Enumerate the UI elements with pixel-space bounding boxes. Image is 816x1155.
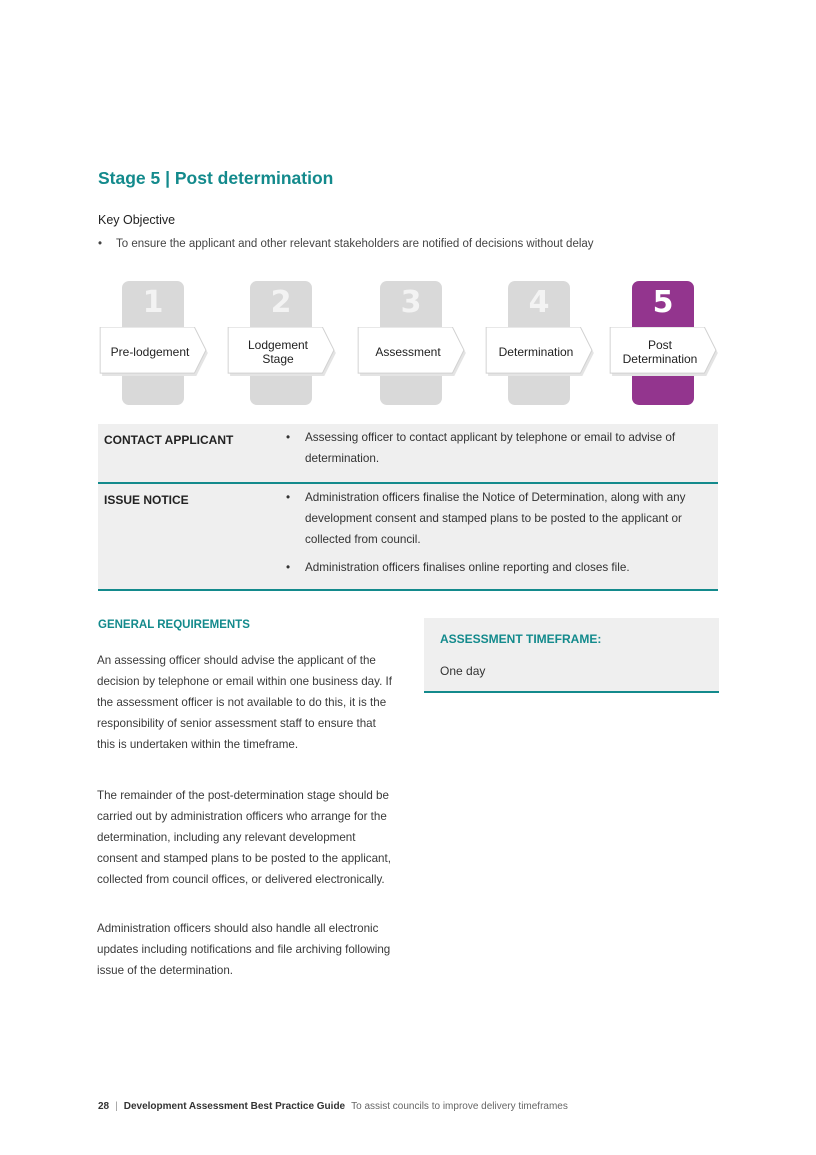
action-row-contact-applicant [98, 424, 718, 484]
key-objective-label: Key Objective [98, 213, 176, 227]
stage-label: Determination [498, 345, 574, 359]
page-number: 28 [98, 1101, 110, 1112]
general-paragraph: Administration officers should also handle all electronic updates including notifications and file archiving following issue of the determination. [97, 922, 391, 977]
action-item: • Assessing officer to contact applicant by telephone or email to advise of determination. [286, 427, 706, 469]
action-heading: ISSUE NOTICE [104, 493, 189, 507]
stage-label: Post Determination [622, 338, 698, 366]
stage-number: 4 [528, 285, 550, 320]
stage-2 [226, 281, 338, 405]
stage-number: 2 [270, 285, 292, 320]
key-objective-text: To ensure the applicant and other relevant stakeholders are notified of decisions without delay [116, 238, 594, 250]
stage-label: Assessment [375, 345, 441, 359]
general-paragraph: The remainder of the post-determination stage should be carried out by administration officers who arrange for the determination, including any relevant development consent and stamped plans to be posted to the applicant, collected from council offices, or delivered electronically. [97, 789, 391, 886]
timeframe-title: ASSESSMENT TIMEFRAME: [440, 632, 602, 646]
stage-5 [608, 281, 720, 405]
general-requirements-title: GENERAL REQUIREMENTS [98, 619, 250, 631]
action-items [286, 480, 706, 578]
stage-1 [98, 281, 210, 405]
action-heading: CONTACT APPLICANT [104, 433, 234, 447]
page-footer: 28 | Development Assessment Best Practice Guide To assist councils to improve delivery timeframes [98, 1101, 568, 1112]
page-title: Stage 5 | Post determination [98, 168, 334, 188]
guide-subtitle: To assist councils to improve delivery timeframes [351, 1101, 568, 1112]
stage-number: 1 [142, 285, 164, 320]
timeframe-value: One day [440, 664, 486, 678]
general-paragraph: An assessing officer should advise the applicant of the decision by telephone or email within one business day. If the assessment officer is not available to do this, it is the responsibility of senior assessment staff to ensure that this is undertaken within the timeframe. [97, 654, 392, 751]
stage-number: 5 [652, 285, 674, 320]
action-item: • Administration officers finalises online reporting and closes file. [286, 557, 706, 578]
action-row-issue-notice [98, 484, 718, 591]
guide-title: Development Assessment Best Practice Guide [123, 1101, 346, 1112]
key-objective-bullet: • To ensure the applicant and other relevant stakeholders are notified of decisions without delay [98, 238, 594, 250]
stage-label: Lodgement Stage [247, 338, 309, 366]
stage-number: 3 [400, 285, 422, 320]
stage-4 [484, 281, 596, 405]
stage-3 [356, 281, 468, 405]
action-items [286, 420, 706, 469]
action-item: • Administration officers finalise the Notice of Determination, along with any development consent and stamped plans to be posted to the applicant or collected from council. [286, 487, 706, 550]
stage-label: Pre-lodgement [110, 345, 190, 359]
assessment-timeframe-box [424, 618, 719, 693]
